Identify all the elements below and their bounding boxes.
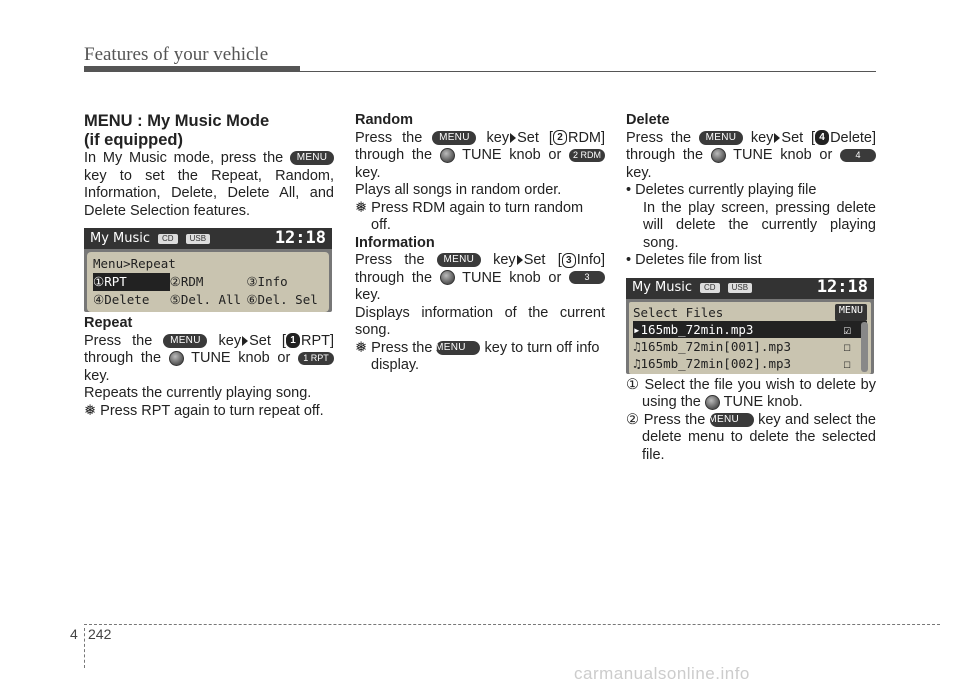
footer-separator [84,628,85,668]
header-bar [84,66,300,72]
random-heading: Random [355,112,413,128]
number-4-icon: 4 [815,130,829,145]
usb-tag: USB [186,234,210,244]
repeat-menu-screen [84,228,332,312]
screen-title: My Music [90,230,151,246]
information-instructions: Press the MENU key Set [ 3 Info] through the TUNE knob or 3 key. [355,252,605,303]
menu-key-icon: MENU [436,341,480,355]
intro-paragraph: In My Music mode, press the MENU key to set the Repeat, Random, Information, Delete, Delete All, and Delete Selection features. [84,150,334,219]
column-middle [355,112,605,375]
delete-heading: Delete [626,112,670,128]
usb-tag: USB [728,283,752,293]
file-item: ▸165mb_72min.mp3 ☑ [633,321,867,338]
checkbox-checked-icon: ☑ [843,321,851,337]
option-info: ③Info [246,274,288,289]
file-item: ♫165mb_72min[002].mp3 ☐ [633,355,851,371]
option-rpt: ①RPT [93,273,170,291]
option-del-sel: ⑥Del. Sel [246,292,318,307]
delete-key-icon: 4 [840,149,876,162]
page-number: 242 [88,626,112,642]
option-rdm: ②RDM [169,274,204,289]
option-del-all: ⑤Del. All [169,292,242,307]
random-note: ❅ Press RDM again to turn random off. [355,199,584,233]
file-item: ♫165mb_72min[001].mp3 ☐ [633,338,851,354]
checkbox-empty-icon: ☐ [843,355,851,371]
rpt-key-icon: 1 RPT [298,352,334,365]
step-2: ② Press the MENU key and select the delete menu to delete the selected file. [626,411,876,463]
random-description: Plays all songs in random order. [355,182,562,198]
repeat-heading: Repeat [84,315,133,331]
step-1: ① Select the file you wish to delete by using the TUNE knob. [626,376,876,410]
footer-rule [84,624,940,625]
repeat-note: ❅ Press RPT again to turn repeat off. [84,402,324,419]
screen-clock: 12:18 [816,277,868,298]
menu-key-icon: MENU [163,334,207,348]
info-key-icon: 3 [569,271,605,284]
arrow-right-icon [517,255,523,265]
number-3-icon: 3 [562,253,576,268]
watermark: carmanualsonline.info [574,664,750,683]
column-left [84,112,334,420]
menu-path: Menu>Repeat [93,256,176,271]
screen-title: My Music [632,280,693,296]
information-heading: Information [355,234,435,251]
information-note: ❅ Press the MENU key to turn off info display. [355,339,600,373]
repeat-instructions: Press the MENU key Set [ 1 RPT] through the TUNE knob or 1 RPT key. [84,332,334,384]
menu-key-icon: MENU [290,151,334,165]
bullet-current-file: • Deletes currently playing file [626,182,817,198]
repeat-description: Repeats the currently playing song. [84,385,312,401]
screen-menu-button: MENU [835,304,867,321]
header-rule [300,71,876,72]
checkbox-empty-icon: ☐ [843,338,851,354]
menu-key-icon: MENU [437,253,481,267]
select-files-label: Select Files [633,304,724,320]
menu-key-icon: MENU [432,131,476,145]
information-description: Displays information of the current song. [355,304,605,338]
cd-tag: CD [700,283,720,293]
section-number: 4 [70,626,78,642]
header-title: Features of your vehicle [84,44,269,65]
bullet-list-file: • Deletes file from list [626,252,762,268]
select-files-screen [626,278,874,374]
arrow-right-icon [510,133,516,143]
screen-clock: 12:18 [274,227,326,248]
option-delete: ④Delete [93,292,150,307]
arrow-right-icon [242,336,248,346]
number-2-icon: 2 [553,130,567,145]
menu-key-icon: MENU [699,131,743,145]
rdm-key-icon: 2 RDM [569,149,605,162]
cd-tag: CD [158,234,178,244]
column-right [626,112,876,464]
tune-knob-icon [440,148,455,163]
section-heading: MENU : My Music Mode (if equipped) [84,112,270,149]
tune-knob-icon [705,395,720,410]
tune-knob-icon [711,148,726,163]
bullet-current-file-description: In the play screen, pressing delete will delete the currently playing song. [643,199,876,251]
arrow-right-icon [774,133,780,143]
random-instructions: Press the MENU key Set [ 2 RDM] through the TUNE knob or 2 RDM key. [355,129,606,181]
number-1-icon: 1 [286,333,300,348]
screen-scrollbar [861,322,868,372]
menu-key-icon: MENU [710,413,754,427]
delete-instructions: Press the MENU key Set [ 4 Delete] through the TUNE knob or 4 key. [626,129,877,181]
tune-knob-icon [440,270,455,285]
tune-knob-icon [169,351,184,366]
